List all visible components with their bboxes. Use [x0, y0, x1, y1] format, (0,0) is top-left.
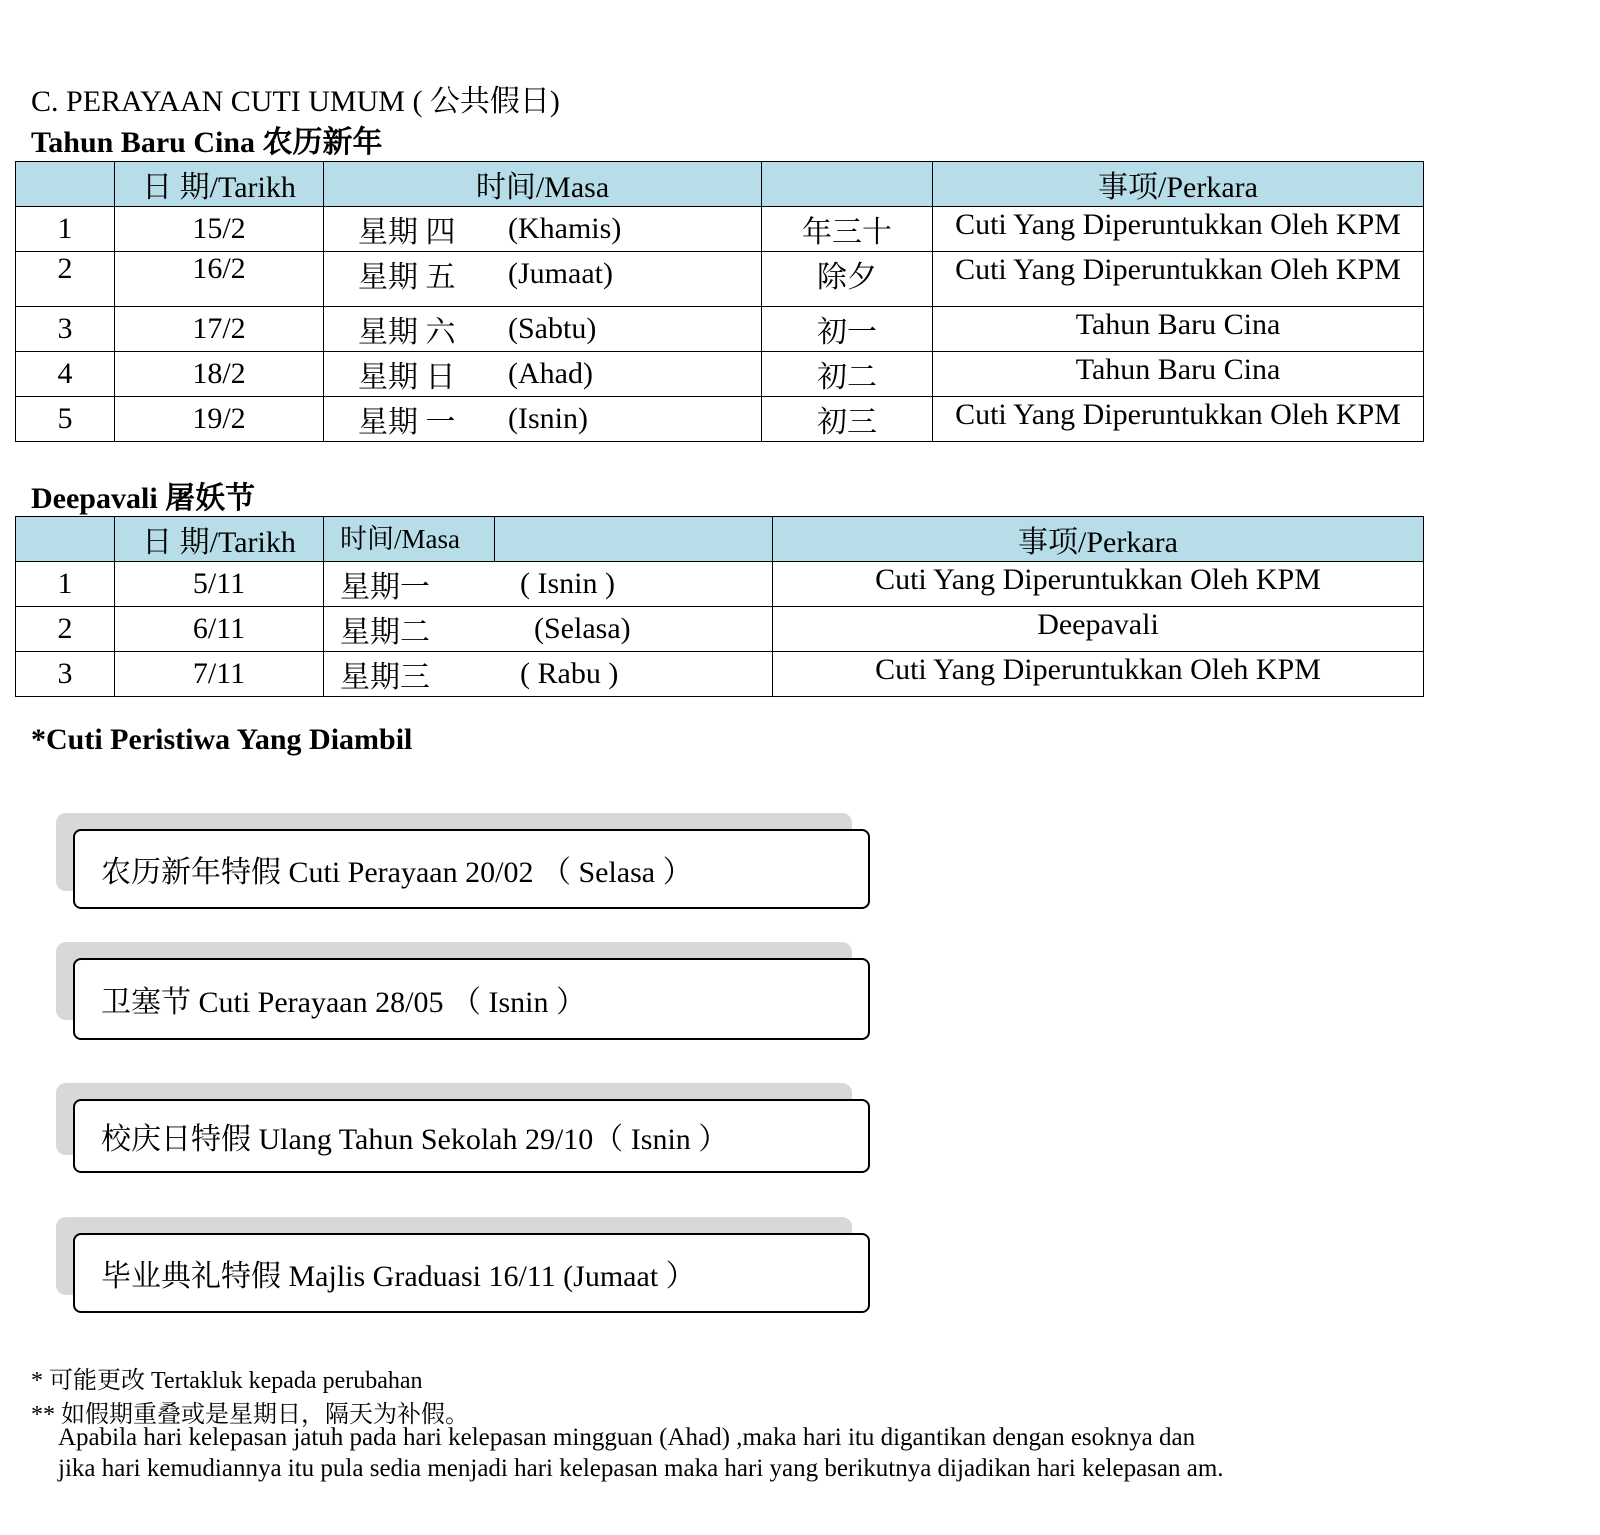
row-perkara: Cuti Yang Diperuntukkan Oleh KPM	[933, 207, 1424, 252]
row-no: 5	[16, 397, 115, 442]
day-ms: ( Isnin )	[520, 567, 615, 600]
day-cn: 星期 六	[358, 316, 456, 349]
table-row	[16, 607, 1424, 652]
table-row	[16, 562, 1424, 607]
row-date: 17/2	[115, 307, 324, 352]
day-ms: (Isnin)	[508, 402, 588, 435]
row-no: 1	[16, 207, 115, 252]
row-perkara: Cuti Yang Diperuntukkan Oleh KPM	[933, 397, 1424, 442]
header-tarikh: 日 期/Tarikh	[115, 162, 324, 207]
row-perkara: Cuti Yang Diperuntukkan Oleh KPM	[933, 252, 1424, 307]
special-holiday-box: 校庆日特假 Ulang Tahun Sekolah 29/10（ Isnin ）	[73, 1099, 870, 1173]
row-lunar: 初二	[762, 352, 933, 397]
row-no: 2	[16, 252, 115, 307]
row-date: 16/2	[115, 252, 324, 307]
header-no	[16, 162, 115, 207]
special-holiday-box: 农历新年特假 Cuti Perayaan 20/02 （ Selasa ）	[73, 829, 870, 909]
row-date: 18/2	[115, 352, 324, 397]
row-date: 15/2	[115, 207, 324, 252]
row-no: 1	[16, 562, 115, 607]
row-no: 4	[16, 352, 115, 397]
day-ms: (Selasa)	[534, 612, 631, 645]
header-no	[16, 517, 115, 562]
row-lunar: 年三十	[762, 207, 933, 252]
row-perkara: Deepavali	[773, 607, 1424, 652]
row-perkara: Tahun Baru Cina	[933, 352, 1424, 397]
header-perkara: 事项/Perkara	[773, 517, 1424, 562]
note-replacement-holiday: ** 如假期重叠或是星期日，隔天为补假。	[31, 1402, 469, 1428]
table-row	[16, 207, 1424, 252]
table-row	[16, 352, 1424, 397]
deepavali-heading: Deepavali 屠妖节	[31, 482, 256, 515]
day-ms: (Sabtu)	[508, 312, 597, 345]
day-cn: 星期一	[340, 571, 430, 604]
row-day	[324, 397, 762, 442]
row-day	[324, 352, 762, 397]
section-title: C. PERAYAAN CUTI UMUM ( 公共假日)	[31, 85, 560, 118]
header-tarikh: 日 期/Tarikh	[115, 517, 324, 562]
day-cn: 星期二	[340, 616, 430, 649]
table-row	[16, 252, 1424, 307]
deepavali-table	[15, 516, 1424, 697]
row-day	[324, 562, 773, 607]
header-masa: 时间/Masa	[324, 162, 762, 207]
deepavali-header-row	[16, 517, 1424, 562]
header-lunar	[762, 162, 933, 207]
day-ms: (Ahad)	[508, 357, 593, 390]
table-row	[16, 652, 1424, 697]
row-day	[324, 207, 762, 252]
note-paragraph: Apabila hari kelepasan jatuh pada hari kelepasan mingguan (Ahad) ,maka hari itu digantikan dengan esoknya dan jika hari kemudiannya itu pula sedia menjadi hari kelepasan maka hari yang berikutnya dijadikan hari kelepasan am.	[58, 1424, 1224, 1482]
row-lunar: 初一	[762, 307, 933, 352]
row-lunar: 除夕	[762, 252, 933, 307]
row-perkara: Tahun Baru Cina	[933, 307, 1424, 352]
row-lunar: 初三	[762, 397, 933, 442]
row-no: 3	[16, 652, 115, 697]
day-cn: 星期 五	[358, 261, 456, 294]
day-cn: 星期三	[340, 661, 430, 694]
row-date: 5/11	[115, 562, 324, 607]
row-perkara: Cuti Yang Diperuntukkan Oleh KPM	[773, 562, 1424, 607]
day-ms: (Khamis)	[508, 212, 622, 245]
row-date: 6/11	[115, 607, 324, 652]
day-ms: (Jumaat)	[508, 257, 613, 290]
row-no: 2	[16, 607, 115, 652]
day-ms: ( Rabu )	[520, 657, 619, 690]
table-row	[16, 397, 1424, 442]
row-date: 19/2	[115, 397, 324, 442]
table-row	[16, 307, 1424, 352]
day-cn: 星期 一	[358, 406, 456, 439]
row-day	[324, 307, 762, 352]
header-perkara: 事项/Perkara	[933, 162, 1424, 207]
row-day	[324, 607, 773, 652]
cny-header-row	[16, 162, 1424, 207]
day-cn: 星期 四	[358, 216, 456, 249]
day-cn: 星期 日	[358, 361, 456, 394]
cuti-peristiwa-heading: *Cuti Peristiwa Yang Diambil	[31, 723, 413, 756]
special-holiday-box: 毕业典礼特假 Majlis Graduasi 16/11 (Jumaat ）	[73, 1233, 870, 1313]
cny-heading: Tahun Baru Cina 农历新年	[31, 126, 383, 159]
header-empty	[495, 517, 773, 562]
cny-table	[15, 161, 1424, 442]
row-perkara: Cuti Yang Diperuntukkan Oleh KPM	[773, 652, 1424, 697]
special-holiday-box: 卫塞节 Cuti Perayaan 28/05 （ Isnin ）	[73, 958, 870, 1040]
row-date: 7/11	[115, 652, 324, 697]
header-masa: 时间/Masa	[324, 517, 495, 562]
row-day	[324, 652, 773, 697]
row-day	[324, 252, 762, 307]
row-no: 3	[16, 307, 115, 352]
note-subject-to-change: * 可能更改 Tertakluk kepada perubahan	[31, 1368, 423, 1394]
